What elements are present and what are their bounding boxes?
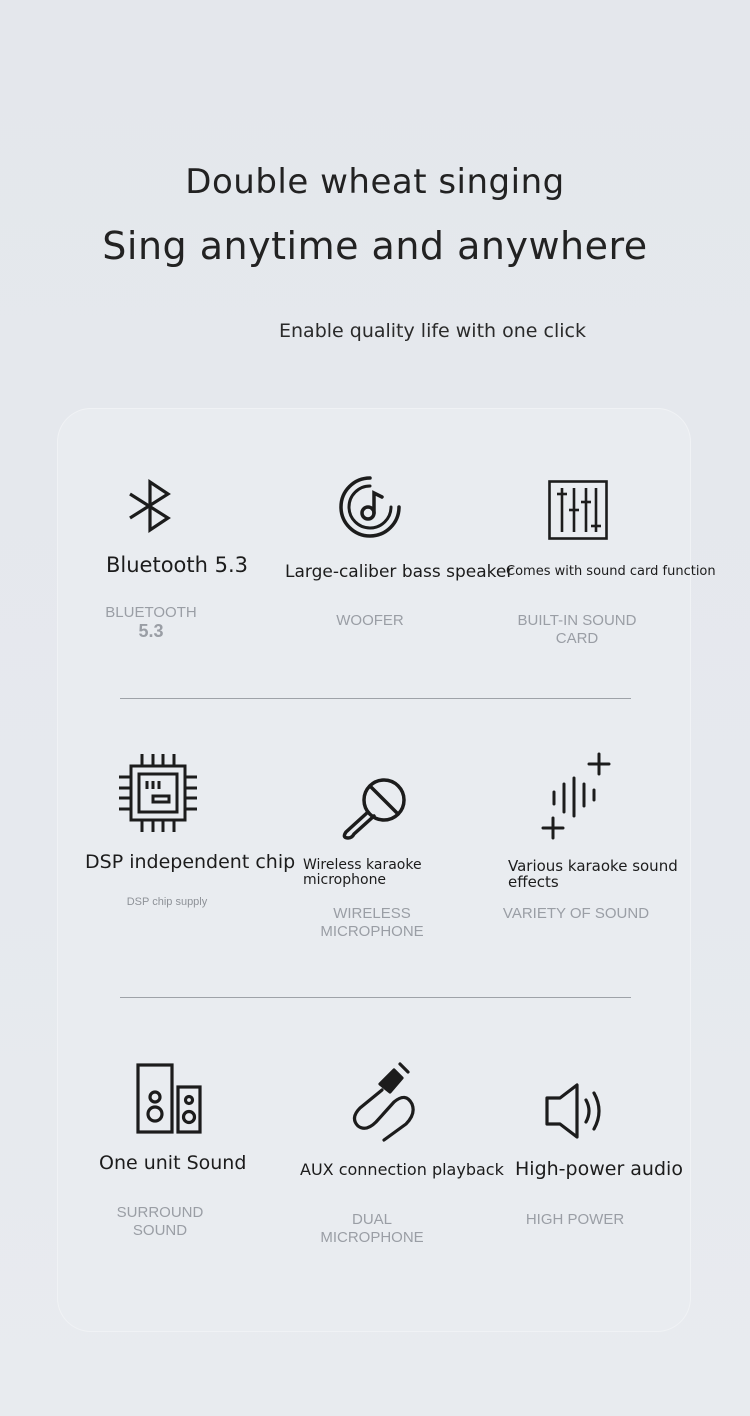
equalizer-icon xyxy=(548,480,608,540)
chip-icon xyxy=(117,752,199,834)
feature-title: Large-caliber bass speaker xyxy=(285,562,514,582)
divider xyxy=(120,997,631,998)
feature-caption: VARIETY OF SOUND xyxy=(502,905,650,922)
feature-title: DSP independent chip xyxy=(85,851,296,873)
feature-caption: BLUETOOTH 5.3 xyxy=(105,604,197,641)
feature-caption: DUAL MICROPHONE xyxy=(320,1211,424,1246)
headline-line2: Sing anytime and anywhere xyxy=(102,224,648,268)
feature-caption: BUILT-IN SOUND CARD xyxy=(517,612,637,647)
feature-title: Bluetooth 5.3 xyxy=(106,553,249,577)
feature-caption: HIGH POWER xyxy=(525,1211,625,1228)
divider xyxy=(120,698,631,699)
music-disc-icon xyxy=(338,475,402,539)
feature-title: Wireless karaoke microphone xyxy=(303,857,422,888)
aux-cable-icon xyxy=(350,1062,416,1142)
feature-title: High-power audio xyxy=(515,1158,683,1180)
sound-effects-icon xyxy=(540,752,614,840)
feature-title: One unit Sound xyxy=(99,1152,247,1174)
feature-caption: WOOFER xyxy=(336,612,404,629)
feature-title: Various karaoke sound effects xyxy=(508,857,678,891)
headline-line1: Double wheat singing xyxy=(185,162,565,202)
feature-caption: SURROUND SOUND xyxy=(116,1204,204,1239)
speaker-icon xyxy=(136,1063,204,1135)
bluetooth-icon xyxy=(126,480,178,532)
feature-title: Comes with sound card function xyxy=(506,564,716,579)
feature-title: AUX connection playback xyxy=(300,1160,504,1179)
microphone-icon xyxy=(340,776,408,842)
feature-caption: WIRELESS MICROPHONE xyxy=(320,905,424,940)
subtitle: Enable quality life with one click xyxy=(279,320,586,342)
volume-icon xyxy=(544,1082,608,1140)
feature-caption: DSP chip supply xyxy=(126,896,208,908)
